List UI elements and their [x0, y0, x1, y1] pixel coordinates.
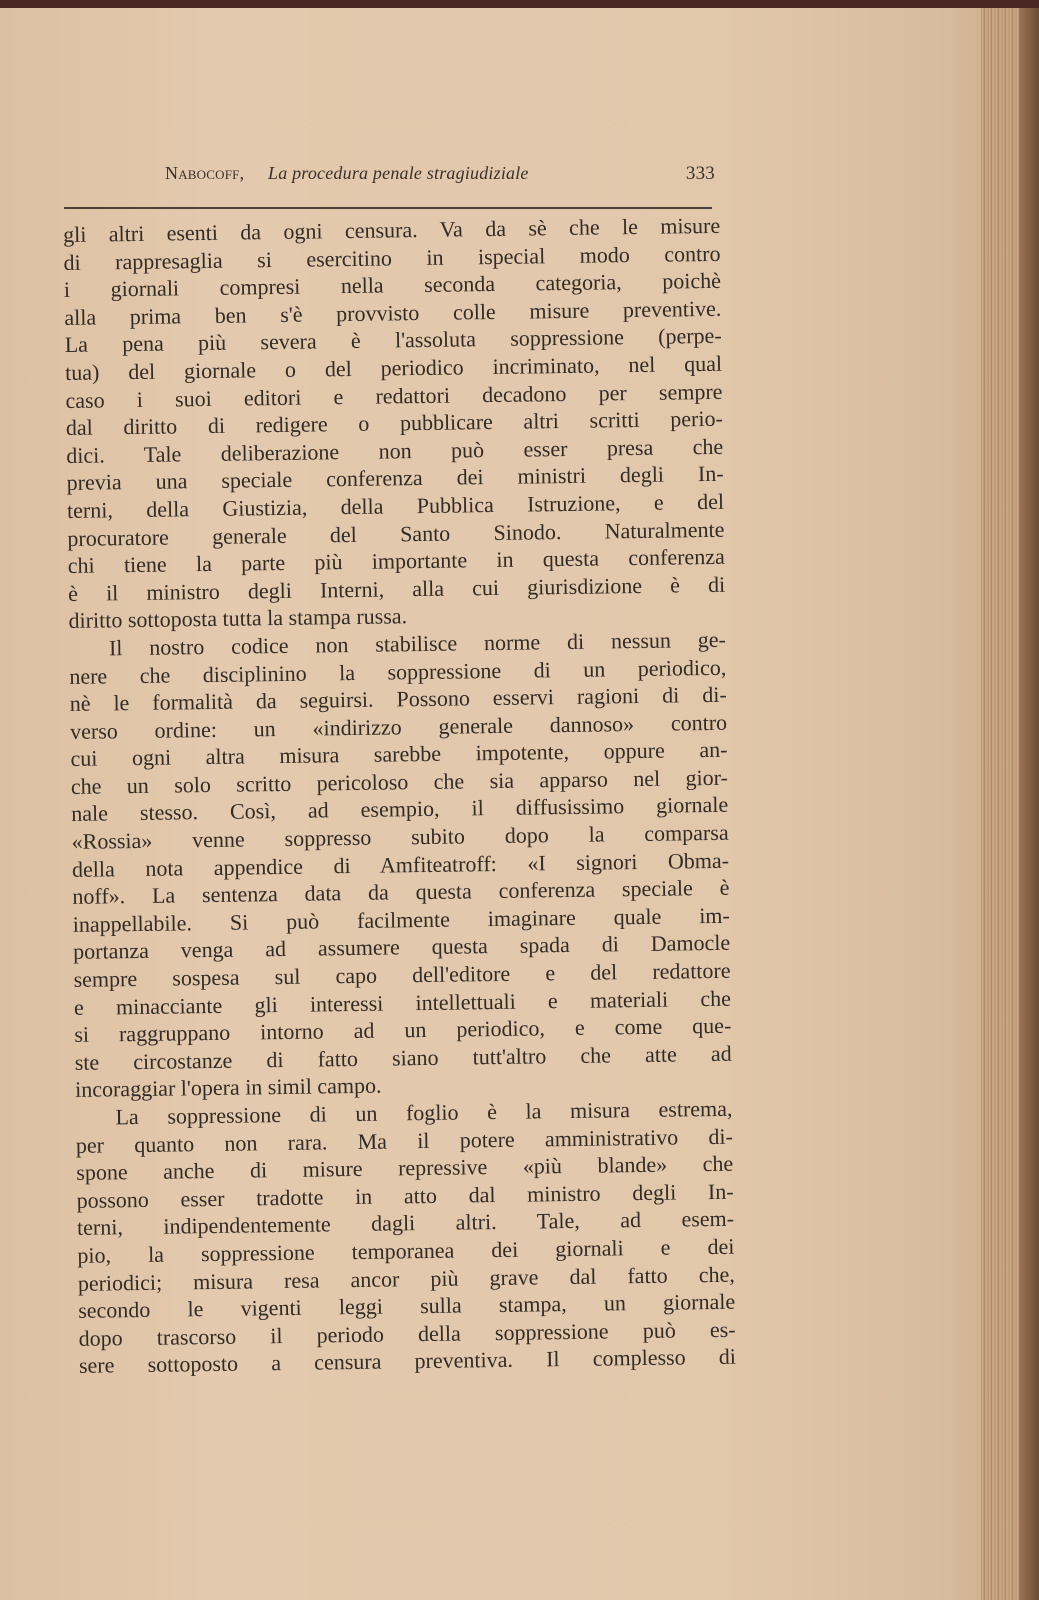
- text-line: tua) del giornale o del periodico incriminato, nel qual: [64, 350, 723, 385]
- text-line: alla prima ben s'è provvisto colle misure preventive.: [64, 295, 722, 330]
- text-line: cui ogni altra misura sarebbe impotente, oppure an-: [70, 737, 728, 772]
- text-line: nere che disciplinino la soppressione di un periodico,: [69, 654, 727, 689]
- text-line: è il ministro degli Interni, alla cui giurisdizione è di: [68, 571, 726, 606]
- text-line: i giornali compresi nella seconda categoria, poichè: [63, 268, 722, 303]
- running-head-title: La procedura penale stragiudiziale: [268, 163, 529, 183]
- running-head-author: Nabocoff,: [165, 163, 245, 183]
- text-line: dici. Tale deliberazione non può esser presa che: [66, 433, 724, 468]
- text-line: di rappresaglia si esercitino in ispecial modo contro: [63, 240, 721, 275]
- text-line: terni, della Giustizia, della Pubblica Istruzione, e del: [66, 488, 725, 523]
- text-line: noff». La sentenza data da questa conferenza speciale è: [72, 875, 730, 910]
- text-line: La pena più severa è l'assoluta soppressione (perpe-: [64, 323, 722, 358]
- text-line: sempre sospesa sul capo dell'editore e del redattore: [73, 957, 731, 992]
- text-line: nè le formalità da seguirsi. Possono esservi ragioni di di-: [69, 681, 727, 717]
- text-line: ste circostanze di fatto siano tutt'altro che atte ad: [74, 1040, 732, 1075]
- text-line: Il nostro codice non stabilisce norme di nessun ge-: [108, 626, 727, 661]
- text-line: per quanto non rara. Ma il potere amministrativo di-: [75, 1123, 734, 1158]
- text-line: inappellabile. Si può facilmente imaginare quale im-: [72, 902, 730, 937]
- text-line: procuratore generale del Santo Sinodo. Naturalmente: [67, 516, 725, 551]
- book-cover-edge: [1019, 8, 1039, 1600]
- text-line: secondo le vigenti leggi sulla stampa, un giornale: [78, 1288, 736, 1324]
- text-line: portanza venga ad assumere questa spada di Damocle: [73, 930, 731, 965]
- text-line: possono esser tradotte in atto dal ministro degli In-: [76, 1178, 734, 1213]
- body-text: [63, 212, 736, 1380]
- page-number: 333: [685, 163, 715, 184]
- text-line: previa una speciale conferenza dei ministri degli In-: [66, 461, 724, 496]
- text-line: sere sottoposto a censura preventiva. Il complesso di: [78, 1344, 737, 1379]
- text-line: verso ordine: un «indirizzo generale dannoso» contro: [69, 709, 728, 744]
- text-line: e minacciante gli interessi intellettuali e materiali che: [73, 985, 732, 1020]
- text-line: «Rossia» venne soppresso subito dopo la comparsa: [71, 819, 729, 855]
- text-line: diritto sottoposta tutta la stampa russa.: [68, 603, 408, 634]
- text-line: caso i suoi editori e redattori decadono per sempre: [65, 378, 723, 413]
- text-line: dopo trascorso il periodo della soppressione può es-: [78, 1316, 736, 1351]
- header-rule: [64, 207, 712, 209]
- text-line: terni, indipendentemente dagli altri. Tale, ad esem-: [76, 1206, 735, 1241]
- text-line: periodici; misura resa ancor più grave dal fatto che,: [77, 1261, 735, 1296]
- text-line: gli altri esenti da ogni censura. Va da sè che le misure: [63, 212, 721, 247]
- text-line: dal diritto di redigere o pubblicare altri scritti perio-: [65, 405, 723, 441]
- book-page: [0, 8, 1020, 1600]
- text-line: spone anche di misure repressive «più blande» che: [76, 1150, 734, 1186]
- text-line: incoraggiar l'opera in simil campo.: [74, 1073, 382, 1103]
- text-line: si raggruppano intorno ad un periodico, e come que-: [74, 1012, 732, 1048]
- text-line: pio, la soppressione temporanea dei giornali e dei: [77, 1233, 735, 1268]
- text-line: nale stesso. Così, ad esempio, il diffusissimo giornale: [71, 792, 729, 827]
- text-line: chi tiene la parte più importante in questa conferenza: [67, 543, 725, 579]
- running-head: [165, 163, 715, 191]
- text-line: che un solo scritto pericoloso che sia apparso nel gior-: [70, 764, 729, 799]
- text-line: La soppressione di un foglio è la misura estrema,: [115, 1095, 733, 1130]
- text-line: della nota appendice di Amfiteatroff: «I signori Obma-: [71, 847, 730, 882]
